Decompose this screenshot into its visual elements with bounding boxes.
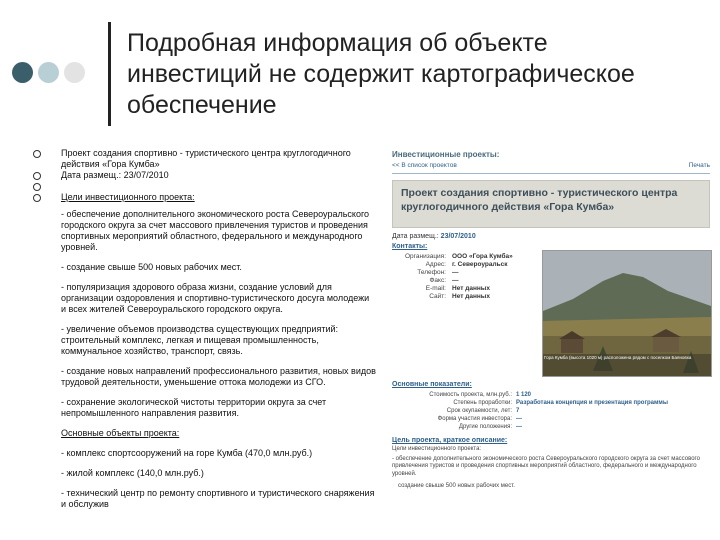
indicator-row: Другие положения: —	[458, 424, 522, 430]
decorative-dots	[12, 62, 85, 83]
slide-text	[61, 148, 376, 519]
goal-item: - сохранение экологической чистоты территории округа за счет непромышленного направления развития.	[61, 397, 327, 418]
dot-gray	[64, 62, 85, 83]
dot-dark	[12, 62, 33, 83]
project-date: Дата размещ.: 23/07/2010	[61, 170, 169, 180]
title-divider	[108, 22, 111, 126]
back-to-list-link[interactable]: << В список проектов	[392, 162, 457, 169]
indicator-row: Срок окупаемости, лет: 7	[446, 408, 520, 414]
goal-heading: Цель проекта, краткое описание:	[392, 437, 508, 444]
indicators-heading: Основные показатели:	[392, 381, 472, 388]
contacts-table: Организация: ООО «Гора Кумба» Адрес: г. Североуральск Телефон: — Факс: — E-mail: Нет данных Сайт: Нет данных	[404, 253, 513, 300]
project-banner: Проект создания спортивно - туристического центра круглогодичного действия «Гора Кумба»	[392, 180, 710, 228]
rp-date: Дата размещ.: 23/07/2010	[392, 233, 476, 240]
slide-title: Подробная информация об объекте инвестиций не содержит картографическое обеспечение	[127, 29, 635, 119]
indicator-row: Стоимость проекта, млн.руб.: 1 120	[429, 392, 532, 398]
goal-item: - обеспечение дополнительного экономического роста Североуральского городского округа за счет массового привлечения туристов и проведения спортивных мероприятий областного, федерального и международного уровней.	[61, 209, 370, 252]
goal-item: - создание новых направлений профессионального развития, новых видов трудовой деятельности, уменьшение оттока молодежи из СГО.	[61, 366, 376, 387]
objects-heading: Основные объекты проекта:	[61, 428, 180, 438]
goal-text-2: создание свыше 500 новых рабочих мест.	[398, 483, 515, 489]
print-link[interactable]: Печать	[688, 162, 710, 169]
bullet-icon	[33, 183, 41, 191]
bullet-icon	[33, 150, 41, 158]
bullet-icon	[33, 194, 41, 202]
object-item: - технический центр по ремонту спортивного и туристического снаряжения и обслужив	[61, 488, 375, 509]
contacts-heading: Контакты:	[392, 243, 428, 250]
indicator-row: Степень проработки: Разработана концепция и презентация программы	[453, 400, 668, 406]
photo-caption: Гора Кумба (высота 1020 м) расположена рядом с поселком Баяновка	[544, 355, 692, 360]
goal-item: - создание свыше 500 новых рабочих мест.	[61, 262, 242, 272]
rp-header-title: Инвестиционные проекты:	[392, 150, 500, 159]
goal-item: - увеличение объемов производства существующих предприятий: строительный комплекс, легкая и пищевая промышленность, коммунальное хозяйство, транспорт, связь.	[61, 324, 339, 356]
indicator-row: Форма участия инвестора: —	[437, 416, 522, 422]
goal-sub: Цели инвестиционного проекта:	[392, 446, 482, 452]
goals-heading: Цели инвестиционного проекта:	[61, 192, 195, 202]
indicators	[392, 378, 710, 491]
rp-nav	[392, 162, 710, 174]
rp-header	[392, 150, 710, 159]
object-item: - комплекс спортсооружений на горе Кумба (470,0 млн.руб.)	[61, 448, 313, 458]
goal-text: - обеспечение дополнительного экономического роста Североуральского городского округа за счет массового привлечения туристов и проведения спортивных мероприятий областного, федерального и международного уровней.	[392, 455, 700, 477]
website-screenshot	[392, 150, 710, 528]
goal-item: - популяризация здорового образа жизни, создание условий для организации оздоровления и спортивно-туристического досуга молодежи и всех жителей Североуральского городского округа.	[61, 282, 370, 314]
project-name: Проект создания спортивно - туристического центра круглогодичного действия «Гора Кумба»	[61, 148, 351, 169]
object-item: - жилой комплекс (140,0 млн.руб.)	[61, 468, 204, 478]
dot-light	[38, 62, 59, 83]
bullet-icon	[33, 172, 41, 180]
